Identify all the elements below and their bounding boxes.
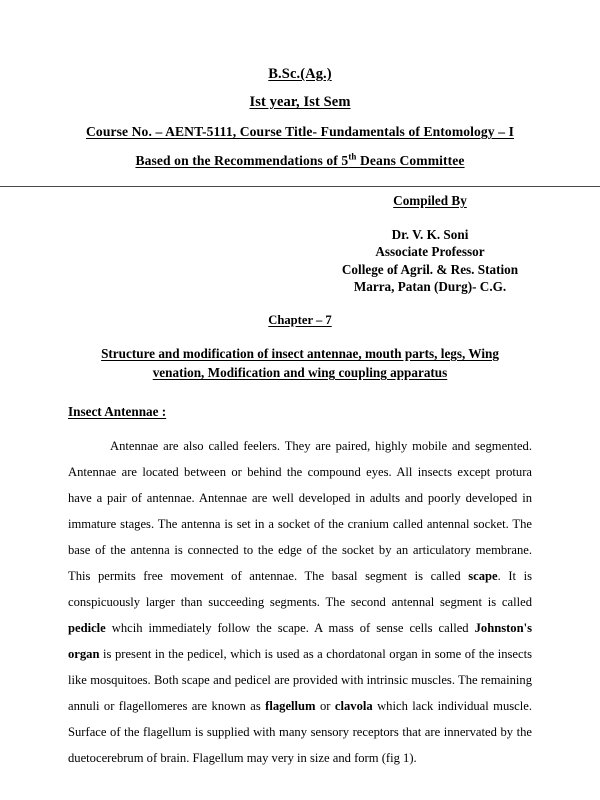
- recommendations-prefix: Based on the Recommendations of 5: [135, 153, 349, 168]
- paragraph-segment-6: which lack individual muscle. Surface of the flagellum is supplied with many sensory receptors that are innervated by the duetocerebrum of brain. Flagellum may very in size and form (fig 1).: [68, 699, 532, 765]
- compiled-by-spacer: [300, 210, 560, 226]
- title-line-recommendations: [0, 148, 600, 173]
- header-divider: [0, 186, 600, 187]
- chapter-label-text: Chapter – 7: [268, 313, 332, 327]
- title-line-course: [0, 119, 600, 144]
- author-address: Marra, Patan (Durg)- C.G.: [353, 279, 507, 294]
- compiled-by-block: [300, 192, 560, 296]
- section-title-text: Structure and modification of insect antennae, mouth parts, legs, Wing venation, Modification and wing coupling apparatus: [101, 346, 499, 380]
- paragraph-segment-4: is present in the pedicel, which is used as a chordatonal organ in some of the insects like mosquitoes. Both scape and pedicel are provided with intrinsic muscles. The remaining annuli or flagellomeres are known as: [68, 647, 532, 713]
- term-clavola: clavola: [334, 699, 373, 713]
- title-line-year-semester-text: Ist year, Ist Sem: [249, 94, 351, 110]
- title-line-year-semester: [0, 90, 600, 115]
- recommendations-suffix: Deans Committee: [356, 153, 465, 168]
- section-title: [80, 344, 520, 382]
- author-designation: Associate Professor: [375, 244, 485, 259]
- subheading-insect-antennae: [68, 404, 532, 420]
- term-scape: scape: [468, 569, 498, 583]
- paragraph-segment-1: Antennae are also called feelers. They are paired, highly mobile and segmented. Antennae are located between or behind the compound eyes. All insects except protura have a pair of antennae. Antennae are well developed in adults and poorly developed in immature stages. The antenna is set in a socket of the cranium called antennal socket. The base of the antenna is connected to the edge of the socket by an articulatory membrane. This permits free movement of antennae. The basal segment is called: [68, 439, 532, 583]
- title-line-course-text: Course No. – AENT-5111, Course Title- Fundamentals of Entomology – I: [86, 124, 514, 139]
- term-flagellum: flagellum: [265, 699, 316, 713]
- author-name: Dr. V. K. Soni: [391, 226, 469, 242]
- chapter-label: [0, 313, 600, 328]
- ordinal-superscript: th: [348, 151, 357, 162]
- term-johnstons-organ: Johnston's organ: [68, 621, 532, 661]
- compiled-by-heading: Compiled By: [393, 193, 467, 208]
- title-line-degree: [0, 62, 600, 87]
- subheading-insect-antennae-text: Insect Antennae :: [68, 404, 167, 419]
- body-area: [68, 404, 532, 771]
- paragraph-segment-2: . It is conspicuously larger than succeeding segments. The second antennal segment is called: [68, 569, 532, 609]
- title-block: [0, 0, 600, 173]
- author-institution: College of Agril. & Res. Station: [341, 261, 519, 277]
- paragraph-segment-5: or: [315, 699, 335, 713]
- title-line-recommendations-text: [135, 153, 464, 168]
- paragraph-segment-3: whcih immediately follow the scape. A mass of sense cells called: [105, 621, 475, 635]
- title-line-degree-text: B.Sc.(Ag.): [268, 66, 332, 82]
- body-paragraph: [68, 433, 532, 771]
- term-pedicle: pedicle: [68, 621, 106, 635]
